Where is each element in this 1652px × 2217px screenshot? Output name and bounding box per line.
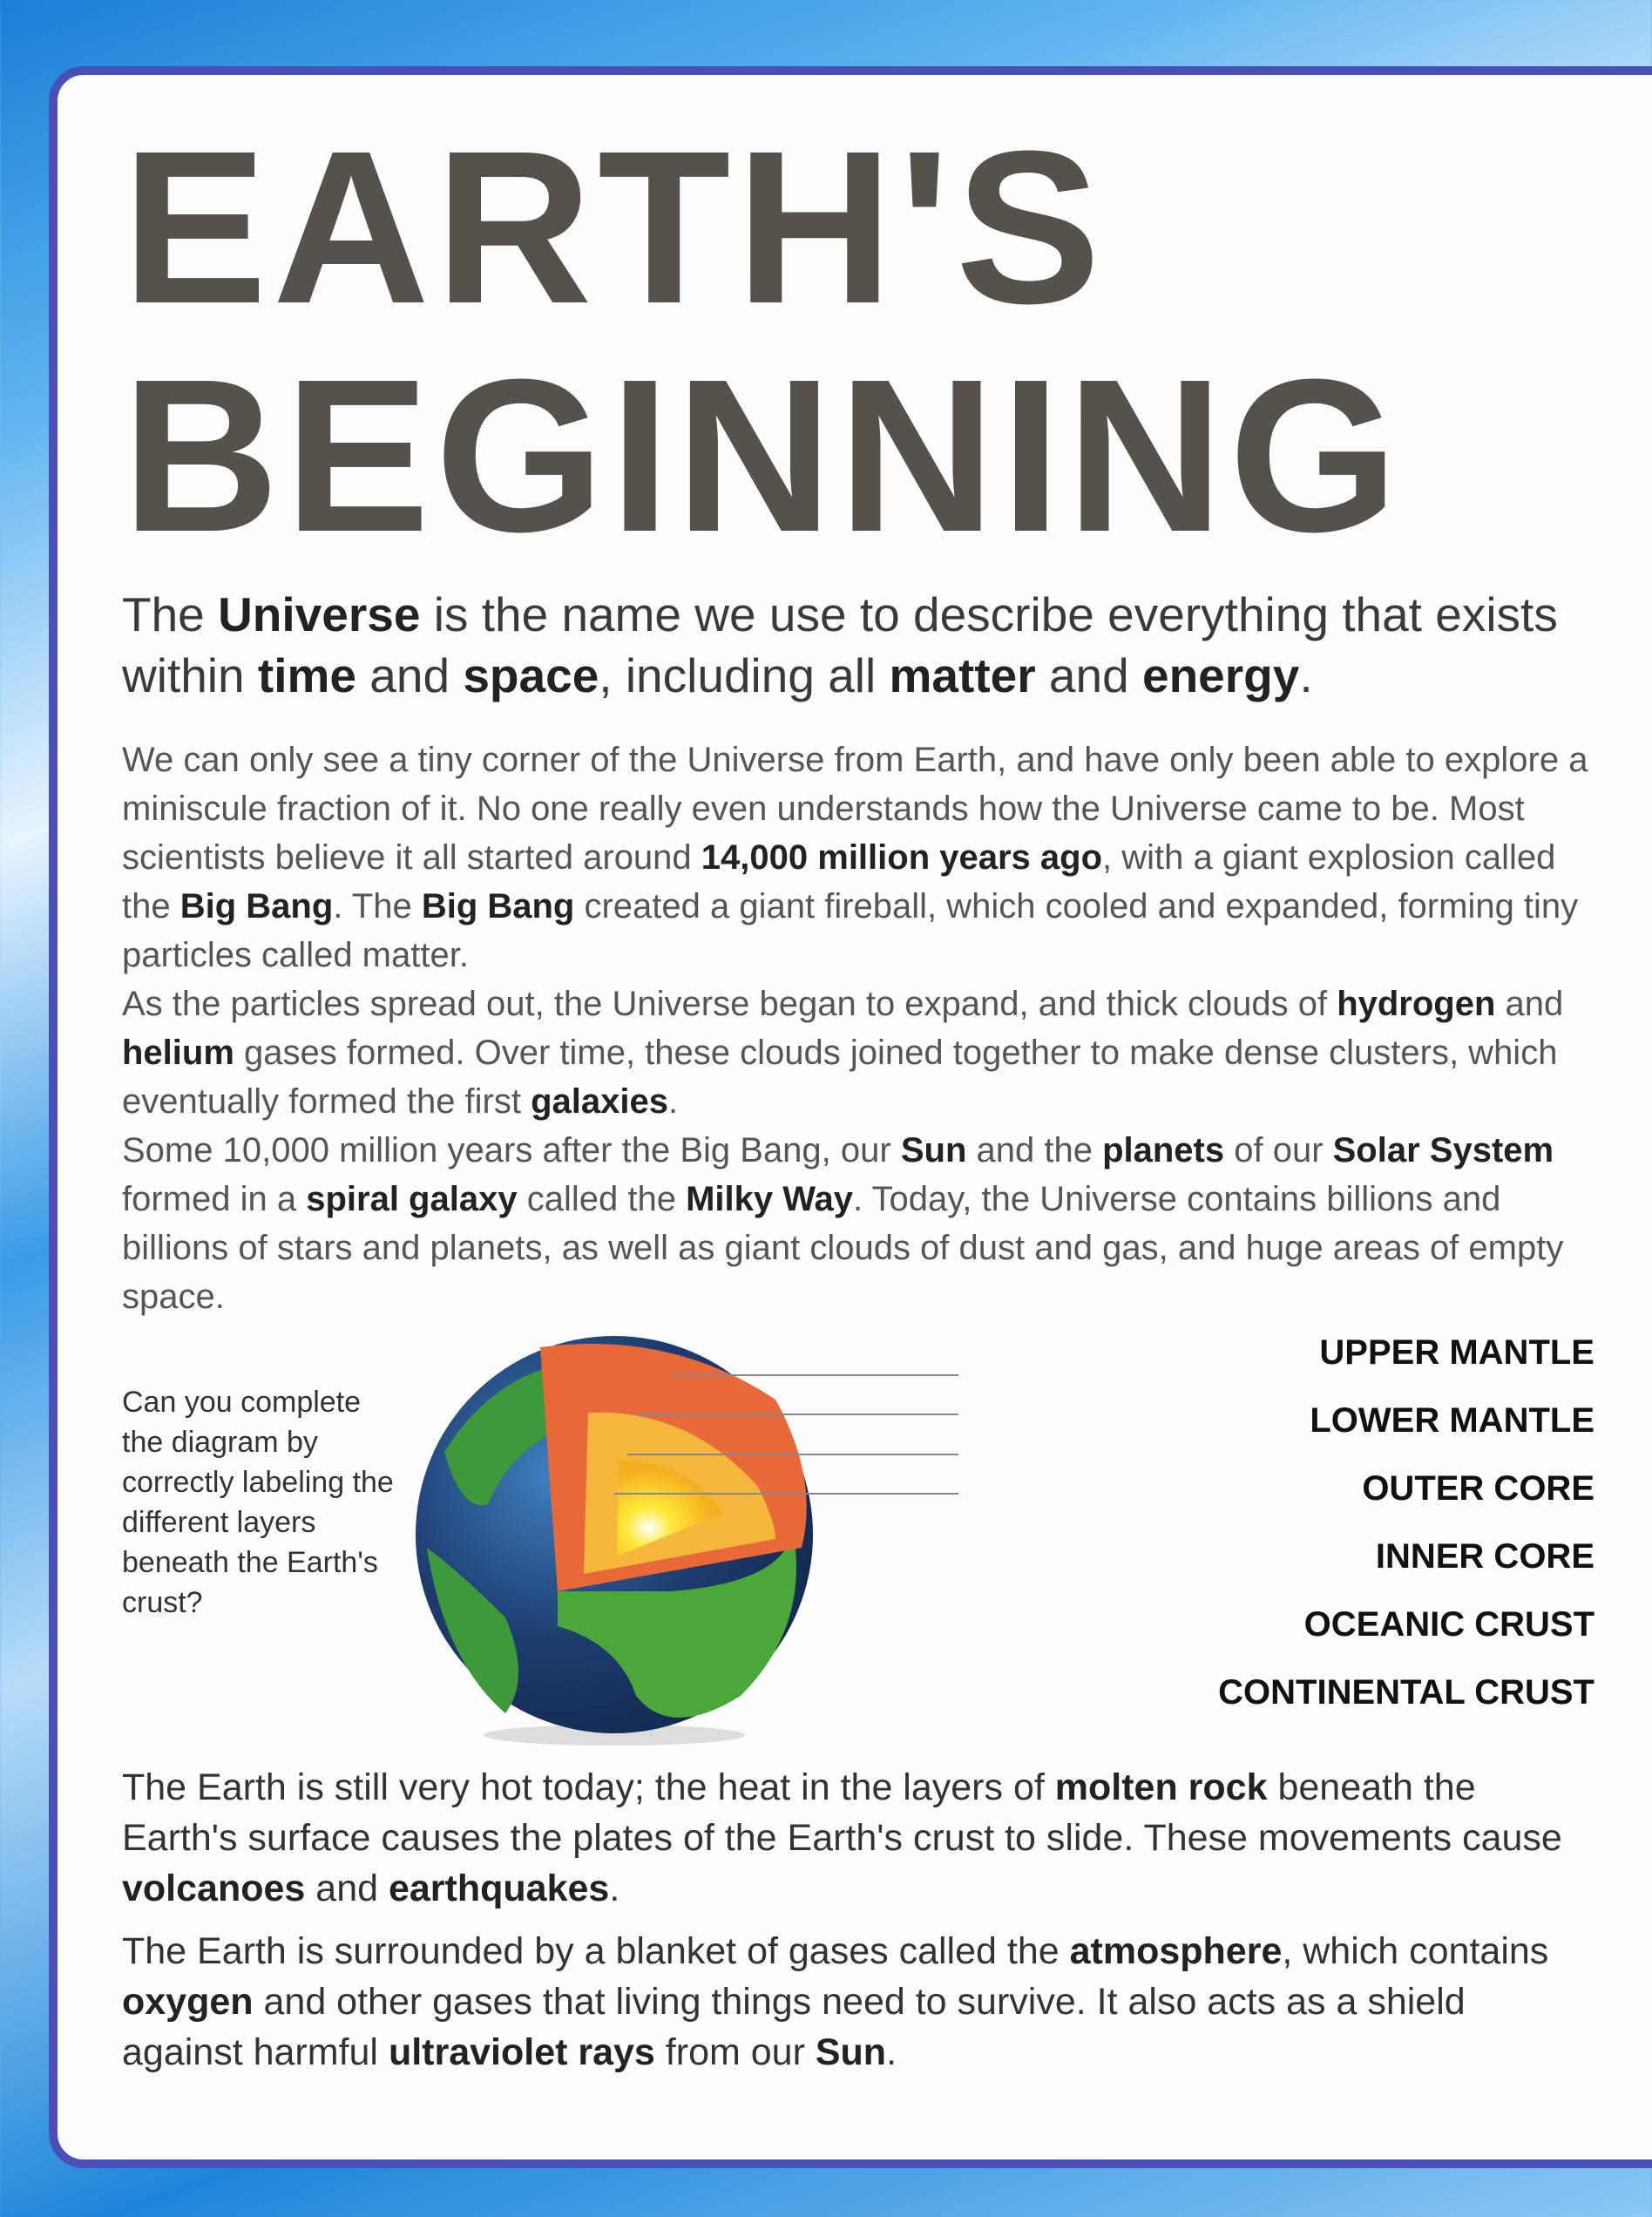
diagram-section xyxy=(122,1330,1594,1748)
bold-term: energy xyxy=(1141,648,1300,702)
bold-term: 14,000 million years ago xyxy=(701,838,1103,877)
bold-term: Solar System xyxy=(1332,1131,1554,1170)
bold-term: Big Bang xyxy=(179,887,334,925)
diagram-question: Can you complete the diagram by correctly labeling the different layers beneath the Earth's crust? xyxy=(122,1386,394,1619)
text-run: created a giant fireball, which cooled and expanded, forming tiny particles called matter. xyxy=(122,887,1579,974)
text-run: called the xyxy=(517,1180,687,1218)
label-outer-core: OUTER CORE xyxy=(1362,1469,1594,1508)
intro-paragraph xyxy=(122,584,1594,706)
bold-term: galaxies xyxy=(531,1082,668,1121)
text-run: and xyxy=(1035,648,1142,702)
label-lower-mantle: LOWER MANTLE xyxy=(1310,1401,1594,1440)
text-run: , with a giant explosion called the xyxy=(122,838,1556,925)
text-run: and xyxy=(1495,985,1564,1023)
text-run: . The xyxy=(333,887,422,925)
text-run: gases formed. Over time, these clouds joined together to make dense clusters, which eventually formed the first xyxy=(122,1034,1558,1121)
bold-term: planets xyxy=(1102,1131,1225,1170)
text-run: , which contains xyxy=(1282,1930,1549,1972)
title-line-1: EARTH'S xyxy=(122,105,1107,349)
bold-term: Sun xyxy=(815,2031,887,2073)
text-run: and xyxy=(305,1868,389,1909)
bold-term: helium xyxy=(122,1034,234,1072)
bold-term: time xyxy=(257,648,356,702)
label-continental-crust: CONTINENTAL CRUST xyxy=(1218,1673,1594,1712)
text-run: Some 10,000 million years after the Big Bang, our xyxy=(122,1131,901,1170)
bold-term: space xyxy=(463,648,599,702)
atmosphere-paragraph xyxy=(122,1926,1594,2078)
text-run: , including all xyxy=(599,648,890,702)
text-run: from our xyxy=(654,2031,816,2073)
text-run: The xyxy=(122,587,219,641)
text-run: and the xyxy=(966,1131,1103,1170)
text-run: The Earth is surrounded by a blanket of gases called the xyxy=(122,1930,1070,1972)
text-run: and other gases that living things need to survive. It also acts as a shield against harmful xyxy=(122,1981,1466,2073)
label-inner-core: INNER CORE xyxy=(1375,1537,1594,1576)
page-title xyxy=(122,105,1594,577)
earth-cutaway-diagram xyxy=(410,1330,967,1748)
bold-term: Milky Way xyxy=(686,1180,853,1218)
text-run: . xyxy=(1299,648,1313,702)
title-line-2: BEGINNING xyxy=(122,334,1404,577)
page-content xyxy=(122,105,1594,2078)
text-run: We can only see a tiny corner of the Universe from Earth, and have only been able to explore a miniscule fraction of it. No one really even understands how the Universe came to be. Most scientists believe it all started around xyxy=(122,741,1588,877)
body-paragraph xyxy=(122,736,1594,1321)
bold-term: molten rock xyxy=(1054,1766,1268,1808)
text-run: and xyxy=(356,648,464,702)
layer-labels xyxy=(967,1330,1594,1738)
bold-term: Sun xyxy=(900,1131,967,1170)
text-run: beneath the Earth's surface causes the plates of the Earth's crust to slide. These movements cause xyxy=(122,1766,1562,1859)
molten-rock-paragraph xyxy=(122,1762,1594,1914)
text-run: . xyxy=(609,1868,620,1909)
bold-term: earthquakes xyxy=(388,1868,610,1909)
bold-term: oxygen xyxy=(122,1981,254,2023)
text-run: The Earth is still very hot today; the heat in the layers of xyxy=(122,1766,1055,1808)
text-run: . xyxy=(668,1082,679,1121)
bold-term: Universe xyxy=(218,587,421,641)
bold-term: hydrogen xyxy=(1337,985,1496,1023)
text-run: is the name we use to describe everything that exists within xyxy=(122,587,1558,702)
bold-term: atmosphere xyxy=(1069,1930,1283,1972)
label-oceanic-crust: OCEANIC CRUST xyxy=(1303,1605,1594,1644)
text-run: formed in a xyxy=(122,1180,307,1218)
bold-term: ultraviolet rays xyxy=(388,2031,655,2073)
text-run: As the particles spread out, the Universe began to expand, and thick clouds of xyxy=(122,985,1337,1023)
text-run: . Today, the Universe contains billions and billions of stars and planets, as well as giant clouds of dust and gas, and huge areas of empty space. xyxy=(122,1180,1564,1316)
bold-term: spiral galaxy xyxy=(306,1180,518,1218)
text-run: of our xyxy=(1224,1131,1333,1170)
bold-term: Big Bang xyxy=(421,887,575,925)
text-run: . xyxy=(886,2031,897,2073)
bold-term: volcanoes xyxy=(122,1868,306,1909)
bold-term: matter xyxy=(889,648,1036,702)
label-upper-mantle: UPPER MANTLE xyxy=(1319,1333,1594,1372)
